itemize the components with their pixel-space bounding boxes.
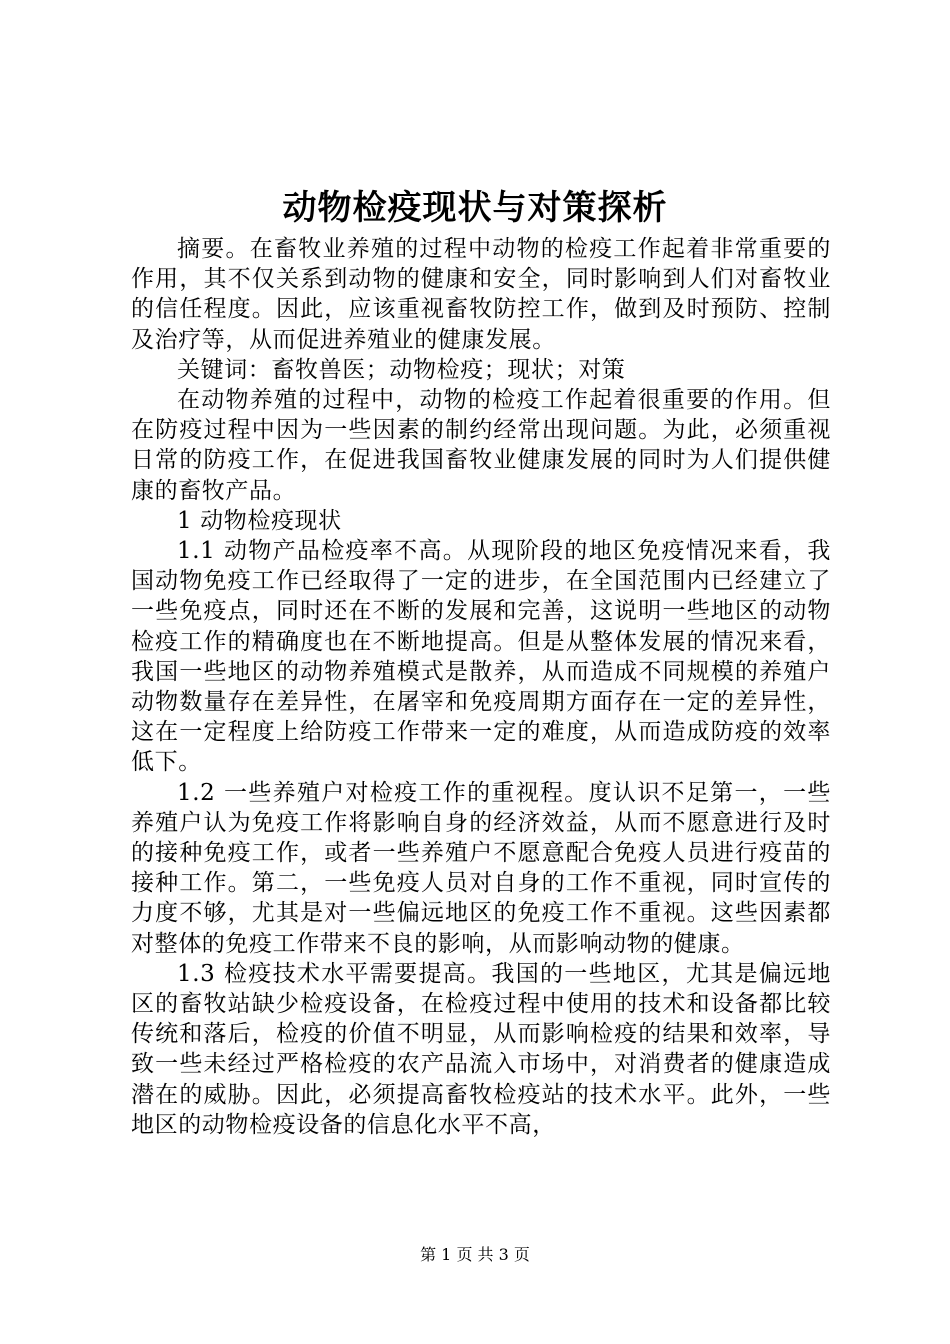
document-body (131, 234, 831, 1140)
page-number-footer: 第 1 页 共 3 页 (420, 1245, 530, 1264)
abstract-paragraph: 摘要。在畜牧业养殖的过程中动物的检疫工作起着非常重要的作用，其不仅关系到动物的健康和安全，同时影响到人们对畜牧业的信任程度。因此，应该重视畜牧防控工作，做到及时预防、控制及治疗等，从而促进养殖业的健康发展。 (131, 236, 831, 353)
keywords-paragraph: 关键词：畜牧兽医；动物检疫；现状；对策 (177, 356, 626, 383)
body-paragraph: 1.1 动物产品检疫率不高。从现阶段的地区免疫情况来看，我国动物免疫工作已经取得了一定的进步，在全国范围内已经建立了一些免疫点，同时还在不断的发展和完善，这说明一些地区的动物检疫工作的精确度也在不断地提高。但是从整体发展的情况来看，我国一些地区的动物养殖模式是散养，从而造成不同规模的养殖户动物数量存在差异性，在屠宰和免疫周期方面存在一定的差异性，这在一定程度上给防疫工作带来一定的难度，从而造成防疫的效率低下。 (131, 538, 831, 776)
section-heading: 1 动物检疫现状 (177, 507, 342, 534)
body-paragraph: 1.3 检疫技术水平需要提高。我国的一些地区，尤其是偏远地区的畜牧站缺少检疫设备，在检疫过程中使用的技术和设备都比较传统和落后，检疫的价值不明显，从而影响检疫的结果和效率，导致一些未经过严格检疫的农产品流入市场中，对消费者的健康造成潜在的威胁。因此，必须提高畜牧检疫站的技术水平。此外，一些地区的动物检疫设备的信息化水平不高， (131, 960, 831, 1138)
body-paragraph: 1.2 一些养殖户对检疫工作的重视程。度认识不足第一，一些养殖户认为免疫工作将影响自身的经济效益，从而不愿意进行及时的接种免疫工作，或者一些养殖户不愿意配合免疫人员进行疫苗的接种工作。第二，一些免疫人员对自身的工作不重视，同时宣传的力度不够，尤其是对一些偏远地区的免疫工作不重视。这些因素都对整体的免疫工作带来不良的影响，从而影响动物的健康。 (131, 779, 831, 957)
intro-paragraph: 在动物养殖的过程中，动物的检疫工作起着很重要的作用。但在防疫过程中因为一些因素的制约经常出现问题。为此，必须重视日常的防疫工作，在促进我国畜牧业健康发展的同时为人们提供健康的畜牧产品。 (131, 387, 831, 504)
document-title: 动物检疫现状与对策探析 (282, 188, 668, 228)
